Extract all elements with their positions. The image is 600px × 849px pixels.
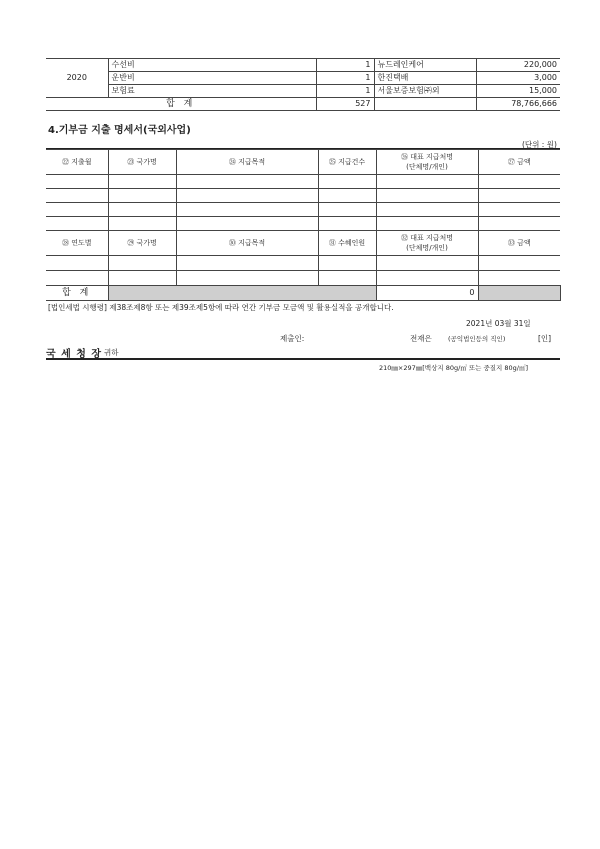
table-row xyxy=(46,217,560,231)
submit-date: 2021년 03월 31일 xyxy=(466,319,531,328)
item-cell: 운반비 xyxy=(108,72,316,85)
header-row xyxy=(46,231,560,256)
amount-cell: 15,000 xyxy=(476,85,560,98)
count-cell: 1 xyxy=(316,85,374,98)
section-title: 4.기부금 지출 명세서(국외사업) xyxy=(48,125,191,136)
col-header-year: ㉘ 연도별 xyxy=(46,231,108,256)
col-header-amount: ㉝ 금액 xyxy=(478,231,560,256)
col-header-country: ㉓ 국가명 xyxy=(108,150,176,175)
table-row xyxy=(46,256,560,271)
payee-cell: 서울보증보험㈜외 xyxy=(374,85,476,98)
total-row xyxy=(46,286,560,301)
col-header-payee: ㉜ 대표 지급처명 (단체명/개인) xyxy=(376,231,478,256)
col-header-count: ㉕ 지급건수 xyxy=(318,150,376,175)
divider xyxy=(46,358,560,360)
payee-cell: 한진택배 xyxy=(374,72,476,85)
total-label: 합 계 xyxy=(46,98,316,111)
amount-cell: 220,000 xyxy=(476,59,560,72)
law-note: [법인세법 시행령] 제38조제8항 또는 제39조제5항에 따라 연간 기부금 모금액 및 활용실적을 공개합니다. xyxy=(48,303,394,312)
item-cell: 수선비 xyxy=(108,59,316,72)
top-table xyxy=(46,58,560,111)
count-cell: 1 xyxy=(316,72,374,85)
overseas-table xyxy=(46,149,560,301)
recipient: 국 세 청 장 xyxy=(46,349,103,360)
table-row xyxy=(46,72,560,85)
submitter-label: 제출인: xyxy=(280,334,305,343)
item-cell: 보험료 xyxy=(108,85,316,98)
submitter-name: 전재은 xyxy=(410,334,432,343)
count-cell: 1 xyxy=(316,59,374,72)
table-row xyxy=(46,59,560,72)
col-header-country: ㉙ 국가명 xyxy=(108,231,176,256)
col-header-payee: ㉖ 대표 지급처명 (단체명/개인) xyxy=(376,150,478,175)
unit-label: (단위 : 원) xyxy=(522,140,557,149)
table-row xyxy=(46,189,560,203)
col-header-beneficiaries: ㉛ 수혜인원 xyxy=(318,231,376,256)
table-row xyxy=(46,85,560,98)
col-header-month: ㉒ 지출월 xyxy=(46,150,108,175)
gray-fill xyxy=(478,286,560,301)
year-cell: 2020 xyxy=(46,59,108,98)
total-row xyxy=(46,98,560,111)
submitter-role: (공익법인등의 직인) xyxy=(448,335,506,343)
empty-cell xyxy=(374,98,476,111)
recipient-suffix: 귀하 xyxy=(104,348,119,357)
col-header-purpose: ㉚ 지급목적 xyxy=(176,231,318,256)
table-row xyxy=(46,175,560,189)
col-header-purpose: ㉔ 지급목적 xyxy=(176,150,318,175)
col-header-amount: ㉗ 금액 xyxy=(478,150,560,175)
seal-mark: [인] xyxy=(538,334,552,343)
amount-cell: 3,000 xyxy=(476,72,560,85)
total-count: 527 xyxy=(316,98,374,111)
total-amount: 78,766,666 xyxy=(476,98,560,111)
header-row xyxy=(46,150,560,175)
table-row xyxy=(46,203,560,217)
table-row xyxy=(46,271,560,286)
total-label: 합 계 xyxy=(46,286,108,301)
gray-fill xyxy=(108,286,376,301)
payee-cell: 뉴드레인케어 xyxy=(374,59,476,72)
paper-spec: 210㎜×297㎜[백상지 80g/㎡ 또는 중질지 80g/㎡] xyxy=(379,364,529,372)
total-count: 0 xyxy=(376,286,478,301)
